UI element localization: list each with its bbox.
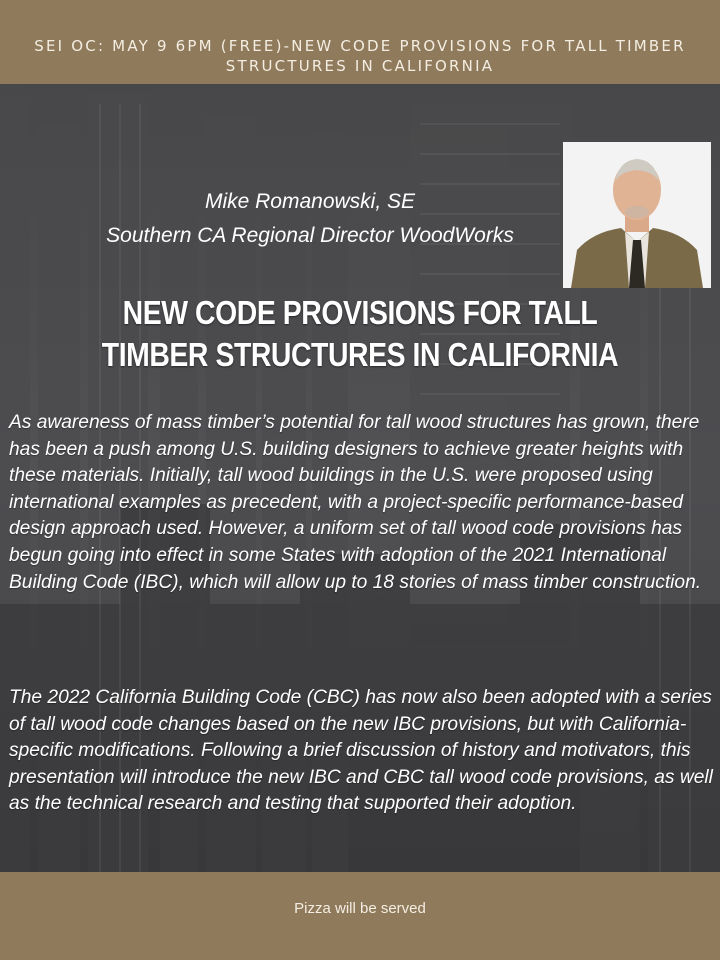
- header-banner: [0, 0, 720, 84]
- speaker-name: Mike Romanowski, SE: [204, 190, 416, 213]
- footer-note: Pizza will be served: [294, 900, 426, 917]
- main-title: NEW CODE PROVISIONS FOR TALL TIMBER STRUCTURES IN CALIFORNIA: [101, 294, 619, 373]
- footer-banner: [0, 872, 720, 960]
- event-header: SEI OC: MAY 9 6PM (FREE)-NEW CODE PROVISIONS FOR TALL TIMBER STRUCTURES IN CALIFORNIA: [34, 37, 686, 75]
- city-background: [0, 84, 720, 872]
- speaker-title: Southern CA Regional Director WoodWorks: [106, 224, 514, 247]
- description-paragraph-2: The 2022 California Building Code (CBC) has now also been adopted with a series of tall wood code changes based on the new IBC provisions, but with California-specific modifications. Following a brief discussion of history and motivators, this presentation will introduce the new IBC and CBC tall wood code provisions, as well as the technical research and testing that supported their adoption.: [9, 687, 713, 815]
- description-paragraph-1: As awareness of mass timber’s potential for tall wood structures has grown, there has been a push among U.S. building designers to achieve greater heights with these materials. Initially, tall wood buildings in the U.S. were proposed using international examples as precedent, with a project-specific performance-based design approach used. However, a uniform set of tall wood code provisions has begun going into effect in some States with adoption of the 2021 International Building Code (IBC), which will allow up to 18 stories of mass timber construction.: [9, 412, 702, 593]
